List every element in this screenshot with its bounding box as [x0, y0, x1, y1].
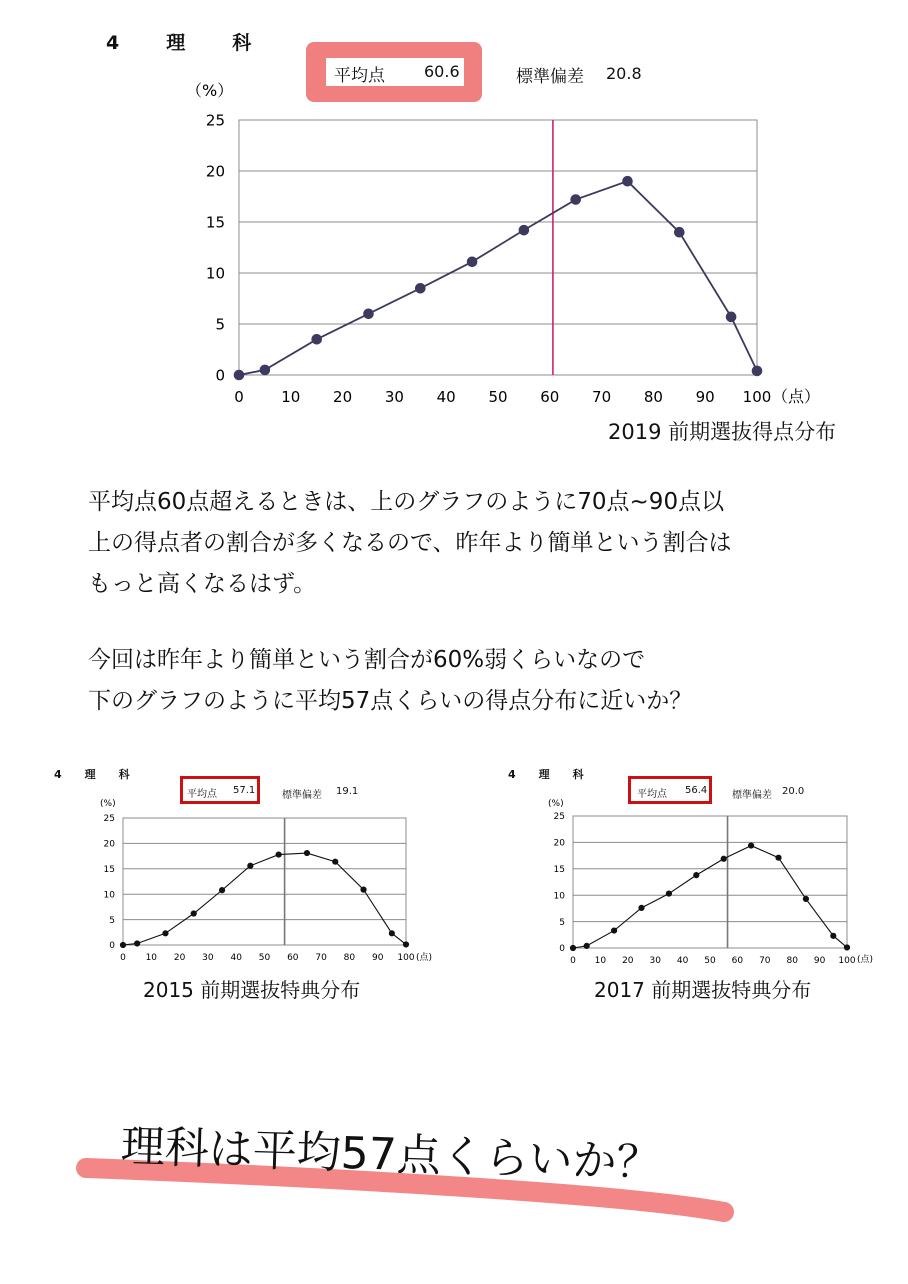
data-point [163, 931, 169, 937]
left-chart [0, 0, 454, 980]
x-tick-label: 50 [258, 953, 271, 963]
y-tick-label: 0 [215, 366, 225, 385]
left-y-unit: (%) [100, 799, 116, 809]
main-sd-label: 標準偏差 [516, 67, 584, 87]
data-point [248, 863, 254, 869]
main-mean-value: 60.6 [424, 62, 460, 81]
data-point [191, 911, 197, 917]
x-tick-label: 70 [759, 956, 771, 966]
data-point [776, 855, 782, 861]
x-tick-label: 10 [145, 953, 158, 963]
x-tick-label: 40 [230, 953, 242, 963]
note-line: 平均点60点超えるときは、上のグラフのように70点~90点以 [88, 489, 725, 515]
data-point [844, 945, 850, 951]
x-tick-label: 70 [315, 953, 327, 963]
data-point [748, 843, 754, 849]
y-tick-label: 10 [103, 890, 115, 901]
right-caption: 2017 前期選抜特典分布 [594, 978, 812, 1002]
data-point [276, 852, 282, 858]
x-tick-label: 80 [786, 956, 798, 966]
left-mean-label: 平均点 [187, 789, 217, 800]
x-tick-label: 0 [570, 956, 576, 966]
data-point [219, 887, 225, 893]
x-tick-label: 20 [333, 388, 353, 406]
x-tick-label: 100 [397, 953, 415, 963]
data-point [361, 887, 367, 893]
left-caption: 2015 前期選抜特典分布 [143, 978, 361, 1002]
data-point [584, 943, 590, 949]
data-point [639, 905, 645, 911]
right-section-title: 4 理 科 [508, 768, 590, 781]
x-tick-label: 20 [622, 956, 634, 966]
plot-area [554, 812, 856, 966]
x-tick-label: 50 [488, 388, 508, 406]
y-tick-label: 0 [109, 941, 115, 952]
right-mean-label: 平均点 [637, 789, 667, 800]
main-section-title: 4 理 科 [106, 32, 266, 54]
y-tick-label: 20 [205, 162, 225, 181]
x-tick-label: 100 [838, 956, 856, 966]
x-tick-label: 30 [649, 956, 661, 966]
right-x-unit: (点) [857, 955, 874, 965]
x-tick-label: 70 [592, 388, 612, 406]
y-tick-label: 15 [205, 213, 225, 232]
y-tick-label: 20 [103, 839, 115, 850]
left-sd-label: 標準偏差 [282, 790, 322, 801]
data-point [611, 928, 617, 934]
x-tick-label: 0 [120, 953, 126, 963]
right-mean-value: 56.4 [685, 785, 708, 796]
x-tick-label: 90 [813, 956, 826, 966]
x-tick-label: 10 [281, 388, 301, 406]
left-x-unit: (点) [416, 953, 433, 963]
main-y-unit: （%） [186, 81, 234, 100]
x-tick-label: 40 [436, 388, 456, 406]
right-chart [454, 0, 908, 980]
x-tick-label: 80 [643, 388, 663, 406]
data-point [666, 891, 672, 897]
main-mean-label: 平均点 [334, 66, 385, 86]
note-line: 下のグラフのように平均57点くらいの得点分布に近いか？ [88, 688, 693, 714]
x-tick-label: 80 [343, 953, 356, 963]
main-x-unit: （点） [772, 387, 821, 406]
y-tick-label: 5 [215, 315, 225, 334]
x-tick-label: 100 [742, 388, 772, 406]
x-tick-label: 0 [234, 388, 244, 406]
left-mean-value: 57.1 [233, 785, 256, 796]
y-tick-label: 10 [205, 264, 225, 283]
y-tick-label: 25 [553, 812, 565, 823]
y-tick-label: 25 [103, 814, 115, 825]
main-sd-value: 20.8 [606, 64, 642, 83]
data-point [120, 942, 126, 948]
data-point [694, 872, 700, 878]
x-tick-label: 90 [371, 953, 384, 963]
y-tick-label: 5 [109, 915, 115, 926]
right-y-unit: (%) [548, 799, 564, 809]
plot-area [104, 814, 415, 963]
note-line: もっと高くなるはず。 [88, 571, 317, 597]
plot-frame [123, 818, 406, 945]
y-tick-label: 5 [559, 917, 565, 928]
data-point [803, 896, 809, 902]
data-point [721, 856, 727, 862]
x-tick-label: 60 [540, 388, 560, 406]
left-sd-value: 19.1 [336, 786, 359, 797]
x-tick-label: 50 [704, 956, 716, 966]
y-tick-label: 20 [553, 838, 565, 849]
x-tick-label: 10 [594, 956, 607, 966]
right-sd-value: 20.0 [782, 786, 805, 797]
y-tick-label: 25 [205, 111, 225, 130]
data-point [332, 859, 338, 865]
x-tick-label: 30 [202, 953, 214, 963]
x-tick-label: 90 [695, 388, 715, 406]
right-sd-label: 標準偏差 [732, 790, 772, 801]
data-point [403, 942, 409, 948]
data-point [134, 941, 140, 947]
note-line: 今回は昨年より簡単という割合が60%弱くらいなので [88, 647, 646, 673]
main-caption: 2019 前期選抜得点分布 [608, 420, 837, 444]
x-tick-label: 40 [676, 956, 689, 966]
data-point [389, 931, 395, 937]
data-point [304, 850, 310, 856]
y-tick-label: 10 [553, 891, 565, 902]
data-point [831, 933, 837, 939]
x-tick-label: 60 [287, 953, 299, 963]
conclusion-text: 理科は平均57点くらいか？ [120, 1120, 662, 1189]
x-tick-label: 60 [731, 956, 744, 966]
data-point [570, 945, 576, 951]
y-tick-label: 15 [103, 865, 115, 876]
left-section-title: 4 理 科 [54, 768, 136, 781]
x-tick-label: 20 [173, 953, 186, 963]
y-tick-label: 0 [559, 944, 565, 955]
x-tick-label: 30 [384, 388, 404, 406]
note-line: 上の得点者の割合が多くなるので、昨年より簡単という割合は [88, 530, 732, 556]
y-tick-label: 15 [553, 865, 565, 876]
